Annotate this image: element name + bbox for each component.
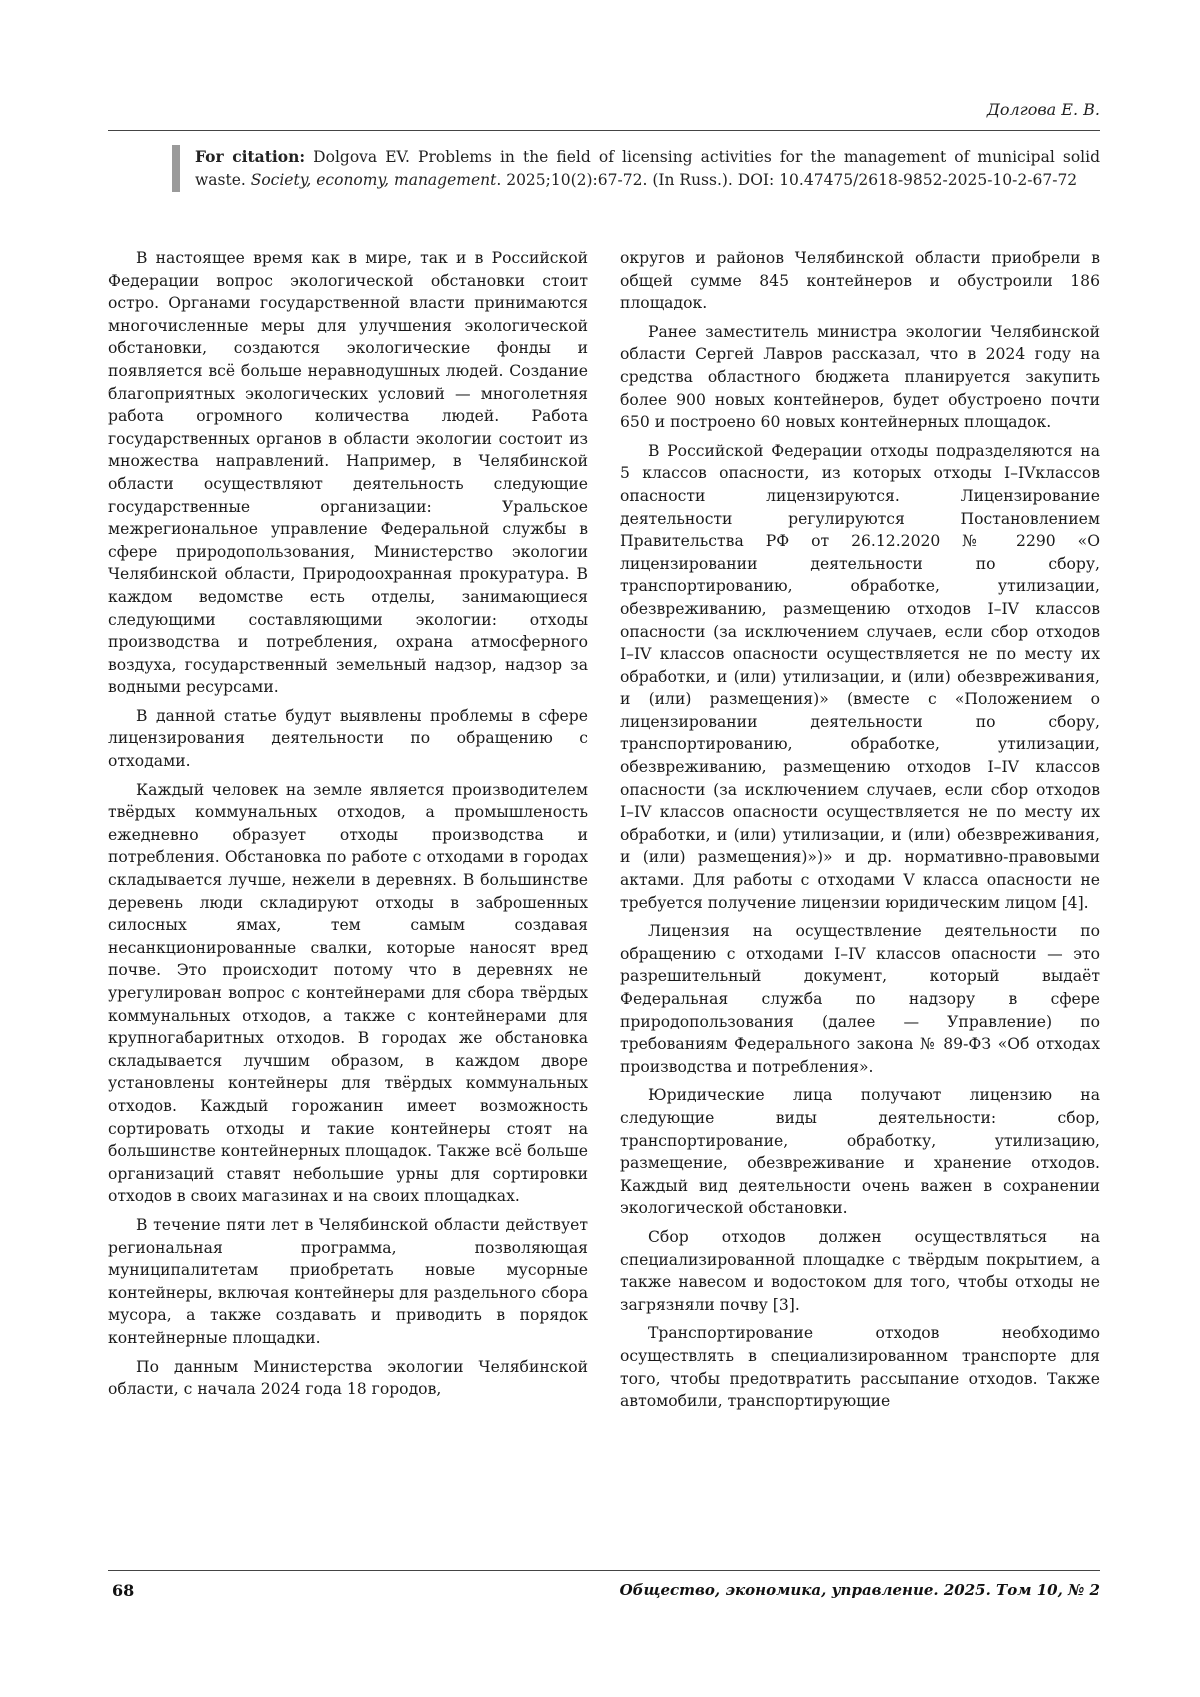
citation-text-2: . 2025;10(2):67-72. (In Russ.). DOI: 10.47475/2618-9852-2025-10-2-67-72 (496, 171, 1078, 189)
paragraph: По данным Министерства экологии Челябинской области, с начала 2024 года 18 городов, (108, 1357, 588, 1399)
citation-text-1: Dolgova EV. Problems in the field of licensing activities for the management of municipal solid waste. (195, 148, 1100, 189)
paragraph: Сбор отходов должен осуществляться на специализированной площадке с твёрдым покрытием, а также навесом и водостоком для того, чтобы отходы не загрязняли почву [3]. (620, 1227, 1100, 1314)
paragraph: В Российской Федерации отходы подразделяются на 5 классов опасности, из которых отходы I–IVклассов опасности лицензируются. Лицензирование деятельности регулируются Постановлением Правительства РФ от 26.12.2020 № 2290 «О лицензировании деятельности по сбору, транспортированию, обработке, утилизации, обезвреживанию, размещению отходов I–IV классов опасности (за исключением случаев, если сбор отходов I–IV классов опасности осуществляется не по месту их обработки, и (или) утилизации, и (или) обезвреживания, и (или) размещения)» (вместе с «Положением о лицензировании деятельности по сбору, транспортированию, обработке, утилизации, обезвреживанию, размещению отходов I–IV классов опасности (за исключением случаев, если сбор отходов I–IV классов опасности осуществляется не по месту их обработки, и (или) утилизации, и (или) обезвреживания, и (или) размещения)»)» и др. нормативно-правовыми актами. Для работы с отходами V класса опасности не требуется получение лицензии юридическим лицом [4]. (620, 441, 1100, 912)
paragraph: Каждый человек на земле является производителем твёрдых коммунальных отходов, а промышленость ежедневно образует отходы производства и потребления. Обстановка по работе с отходами в городах складывается лучше, нежели в деревнях. В большинстве деревень люди складируют отходы в заброшенных силосных ямах, тем самым создавая несанкционированные свалки, которые наносят вред почве. Это происходит потому что в деревнях не урегулирован вопрос с контейнерами для сбора твёрдых коммунальных отходов, а также с контейнерами для крупногабаритных отходов. В городах же обстановка складывается лучшим образом, в каждом дворе установлены контейнеры для твёрдых коммунальных отходов. Каждый горожанин имеет возможность сортировать отходы и такие контейнеры стоят на большинстве контейнерных площадок. Также всё больше организаций ставят небольшие урны для сортировки отходов в своих магазинах и на своих площадках. (108, 780, 588, 1206)
paragraph: В течение пяти лет в Челябинской области действует региональная программа, позволяющая муниципалитетам приобретать новые мусорные контейнеры, включая контейнеры для раздельного сбора мусора, а также создавать и приводить в порядок контейнерные площадки. (108, 1215, 588, 1347)
paragraph: Транспортирование отходов необходимо осуществлять в специализированном транспорте для того, чтобы предотвратить рассыпание отходов. Также автомобили, транспортирующие (620, 1324, 1100, 1411)
paragraph: Ранее заместитель министра экологии Челябинской области Сергей Лавров рассказал, что в 2024 году на средства областного бюджета планируется закупить более 900 новых контейнеров, будет обустроено почти 650 и построено 60 новых контейнерных площадок. (620, 322, 1100, 432)
paragraph: Лицензия на осуществление деятельности по обращению с отходами I–IV классов опасности — это разрешительный документ, который выдаёт Федеральная служба по надзору в сфере природопользования (далее — Управление) по требованиям Федерального закона № 89-ФЗ «Об отходах производства и потребления». (620, 922, 1100, 1076)
citation-journal: Society, economy, management (250, 171, 497, 189)
page-number: 68 (112, 1581, 135, 1600)
citation-block (172, 145, 1100, 192)
journal-footer: Общество, экономика, управление. 2025. Том 10, № 2 (619, 1581, 1100, 1599)
paragraph: Юридические лица получают лицензию на следующие виды деятельности: сбор, транспортирование, обработку, утилизацию, размещение, обезвреживание и хранение отходов. Каждый вид деятельности очень важен в сохранении экологической обстановки. (620, 1086, 1100, 1218)
paragraph: В настоящее время как в мире, так и в Российской Федерации вопрос экологической обстановки стоит остро. Органами государственной власти принимаются многочисленные меры для улучшения экологической обстановки, создаются экологические фонды и появляется всё больше неравнодушных людей. Создание благоприятных экологических условий — многолетняя работа огромного количества людей. Работа государственных органов в области экологии состоит из множества направлений. Например, в Челябинской области осуществляют деятельность следующие государственные организации: Уральское межрегиональное управление Федеральной службы в сфере природопользования, Министерство экологии Челябинской области, Природоохранная прокуратура. В каждом ведомстве есть отделы, занимающиеся следующими составляющими экологии: отходы производства и потребления, охрана атмосферного воздуха, государственный земельный надзор, надзор за водными ресурсами. (108, 249, 588, 697)
header-rule (108, 130, 1100, 131)
right-column (620, 247, 1100, 1419)
running-head-author: Долгова Е. В. (986, 100, 1100, 119)
footer-rule (108, 1570, 1100, 1571)
left-column (108, 247, 588, 1407)
paragraph-continued: округов и районов Челябинской области приобрели в общей сумме 845 контейнеров и обустроили 186 площадок. (620, 249, 1100, 313)
paragraph: В данной статье будут выявлены проблемы в сфере лицензирования деятельности по обращению с отходами. (108, 706, 588, 771)
citation-label: For citation: (195, 147, 306, 166)
